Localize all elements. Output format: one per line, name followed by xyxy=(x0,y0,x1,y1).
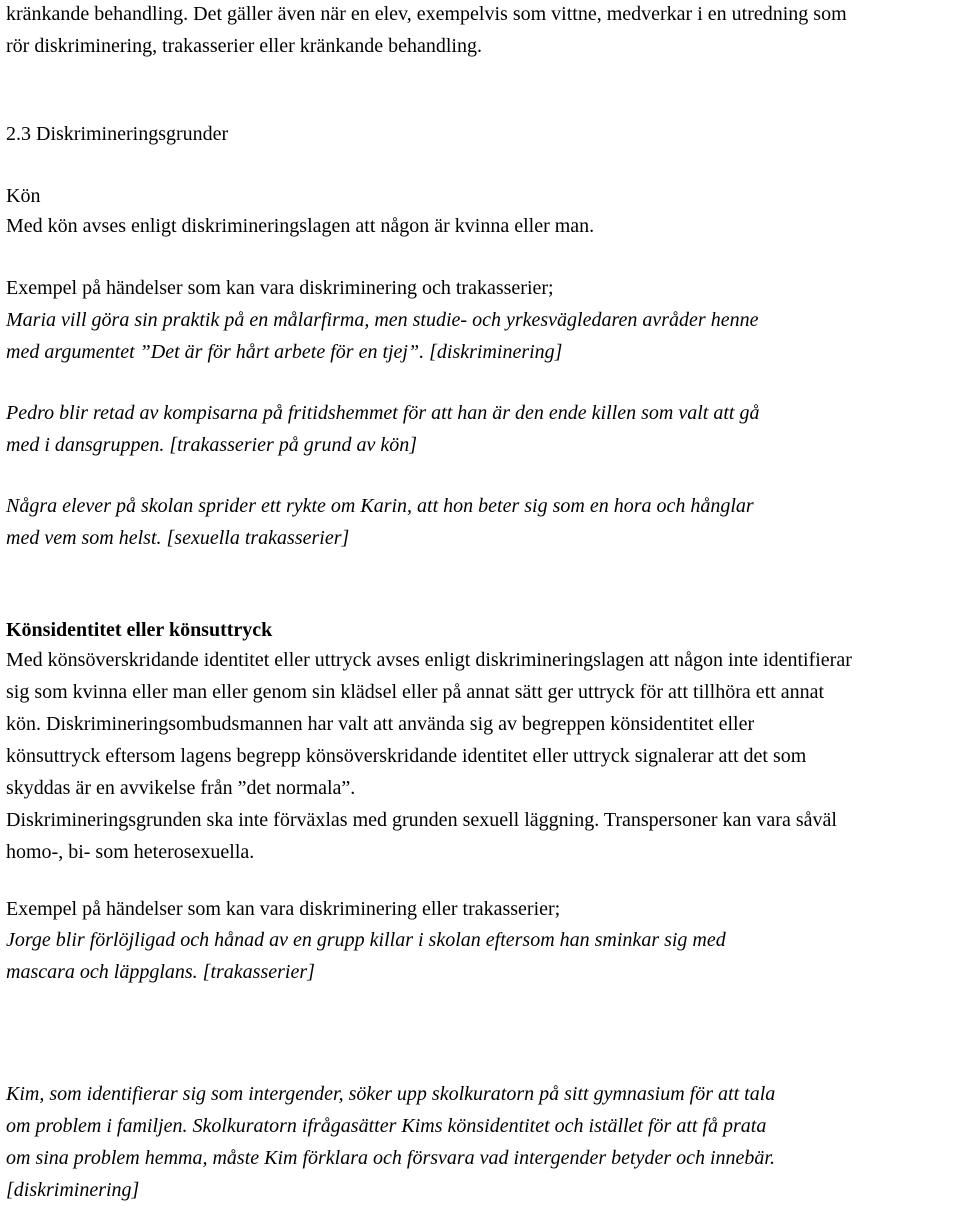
text-line: Jorge blir förlöjligad och hånad av en grupp killar i skolan eftersom han sminkar sig med xyxy=(6,929,726,951)
text-line: med argumentet ”Det är för hårt arbete för en tjej”. [diskriminering] xyxy=(6,341,563,363)
konsidentitet-example-1 xyxy=(6,924,956,988)
intro-paragraph xyxy=(6,0,956,62)
text-line: med i dansgruppen. [trakasserier på grund av kön] xyxy=(6,434,418,456)
text-line: Pedro blir retad av kompisarna på fritidshemmet för att han är den ende killen som valt att gå xyxy=(6,402,760,424)
text-line: homo-, bi- som heterosexuella. xyxy=(6,841,255,863)
text-line: sig som kvinna eller man eller genom sin klädsel eller på annat sätt ger uttryck för att tillhöra ett annat xyxy=(6,681,825,703)
kon-example-1 xyxy=(6,304,956,368)
konsidentitet-paragraph xyxy=(6,644,956,868)
text-line: [diskriminering] xyxy=(6,1179,140,1201)
text-line: rör diskriminering, trakasserier eller kränkande behandling. xyxy=(6,35,482,57)
text-line: Några elever på skolan sprider ett rykte om Karin, att hon beter sig som en hora och hånglar xyxy=(6,495,754,517)
kon-definition: Med kön avses enligt diskrimineringslagen att någon är kvinna eller man. xyxy=(6,215,595,237)
text-line: Med könsöverskridande identitet eller uttryck avses enligt diskrimineringslagen att någon inte identifierar xyxy=(6,649,852,671)
kon-example-2 xyxy=(6,397,956,461)
text-line: skyddas är en avvikelse från ”det normala”. xyxy=(6,777,356,799)
text-line: mascara och läppglans. [trakasserier] xyxy=(6,961,315,983)
text-line: Diskrimineringsgrunden ska inte förväxlas med grunden sexuell läggning. Transpersoner kan vara såväl xyxy=(6,809,837,831)
kon-examples-heading: Exempel på händelser som kan vara diskriminering och trakasserier; xyxy=(6,277,554,299)
konsidentitet-heading: Könsidentitet eller könsuttryck xyxy=(6,619,273,641)
section-heading: 2.3 Diskrimineringsgrunder xyxy=(6,123,229,145)
konsidentitet-example-2 xyxy=(6,1078,956,1206)
text-line: med vem som helst. [sexuella trakasserier] xyxy=(6,527,350,549)
kon-example-3 xyxy=(6,490,956,554)
text-line: om sina problem hemma, måste Kim förklara och försvara vad intergender betyder och innebär. xyxy=(6,1147,775,1169)
text-line: Kim, som identifierar sig som intergender, söker upp skolkuratorn på sitt gymnasium för att tala xyxy=(6,1083,776,1105)
kon-heading: Kön xyxy=(6,185,41,207)
text-line: Maria vill göra sin praktik på en målarfirma, men studie- och yrkesvägledaren avråder henne xyxy=(6,309,759,331)
konsidentitet-examples-heading: Exempel på händelser som kan vara diskriminering eller trakasserier; xyxy=(6,898,561,920)
text-line: kränkande behandling. Det gäller även när en elev, exempelvis som vittne, medverkar i en utredning som xyxy=(6,3,847,25)
text-line: könsuttryck eftersom lagens begrepp könsöverskridande identitet eller uttryck signalerar att det som xyxy=(6,745,807,767)
text-line: kön. Diskrimineringsombudsmannen har valt att använda sig av begreppen könsidentitet eller xyxy=(6,713,755,735)
text-line: om problem i familjen. Skolkuratorn ifrågasätter Kims könsidentitet och istället för att få prata xyxy=(6,1115,767,1137)
